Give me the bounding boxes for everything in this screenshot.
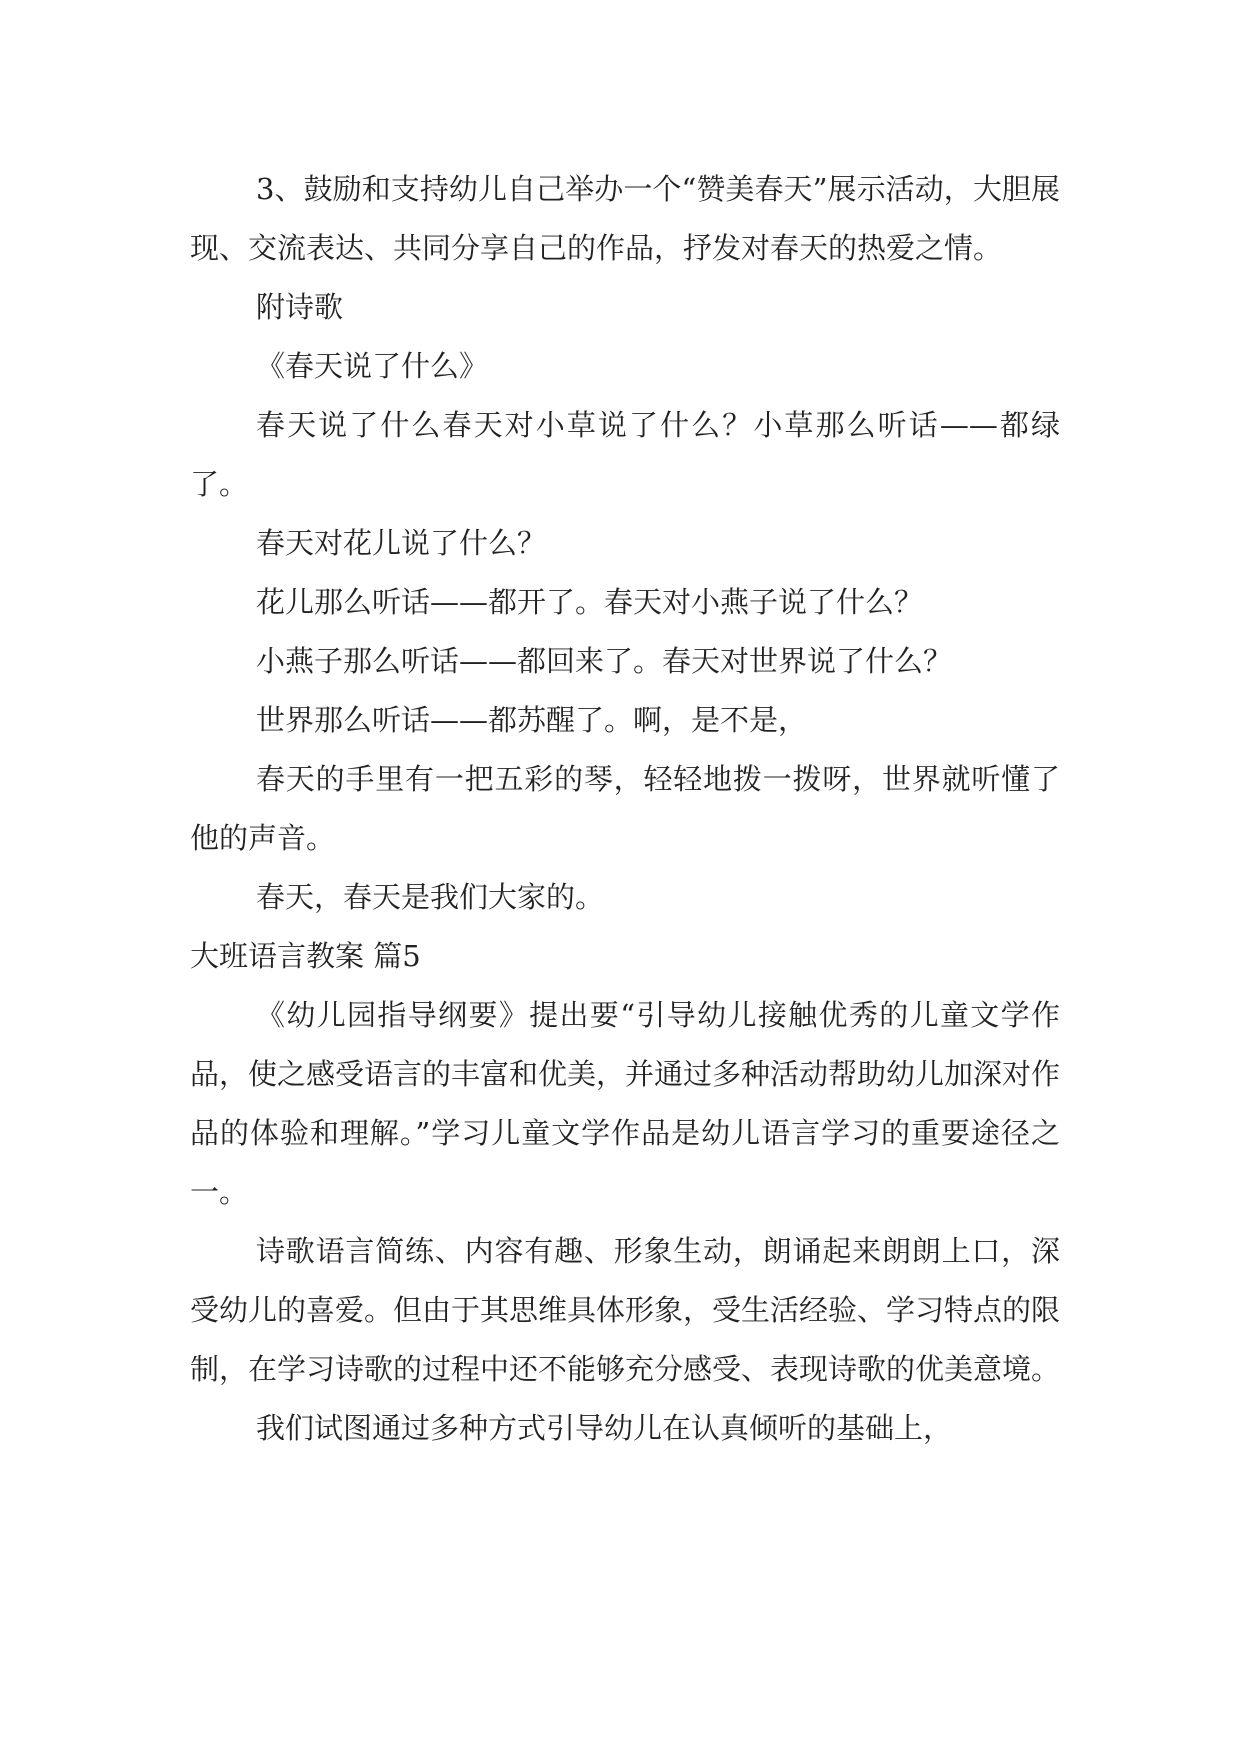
poem-line: 花儿那么听话——都开了。春天对小燕子说了什么？ <box>256 585 924 619</box>
document-body <box>190 160 1060 1458</box>
paragraph-methods: 我们试图通过多种方式引导幼儿在认真倾听的基础上， <box>256 1411 953 1445</box>
poem-line: 世界那么听话——都苏醒了。啊，是不是， <box>256 703 808 737</box>
poem-line: 春天对花儿说了什么？ <box>256 526 547 560</box>
paragraph-guideline-quote: 《幼儿园指导纲要》提出要“引导幼儿接触优秀的儿童文学作品，使之感受语言的丰富和优美，并通过多种活动帮助幼儿加深对作品的体验和理解。”学习儿童文学作品是幼儿语言学习的重要途径之一。 <box>190 998 1061 1209</box>
poem-line: 小燕子那么听话——都回来了。春天对世界说了什么？ <box>256 644 953 678</box>
poem-title: 《春天说了什么》 <box>256 349 489 383</box>
paragraph-poetry-features: 诗歌语言简练、内容有趣、形象生动，朗诵起来朗朗上口，深受幼儿的喜爱。但由于其思维具体形象，受生活经验、学习特点的限制，在学习诗歌的过程中还不能够充分感受、表现诗歌的优美意境。 <box>190 1234 1061 1386</box>
poem-attachment-label: 附诗歌 <box>256 290 344 324</box>
poem-line: 春天的手里有一把五彩的琴，轻轻地拨一拨呀，世界就听懂了他的声音。 <box>190 762 1060 855</box>
poem-line: 春天，春天是我们大家的。 <box>256 880 605 914</box>
section-heading: 大班语言教案 篇5 <box>190 939 421 973</box>
paragraph-encourage-activity: 3、鼓励和支持幼儿自己举办一个“赞美春天”展示活动，大胆展现、交流表达、共同分享自己的作品，抒发对春天的热爱之情。 <box>190 172 1060 265</box>
poem-line: 春天说了什么春天对小草说了什么？小草那么听话——都绿了。 <box>190 408 1060 501</box>
